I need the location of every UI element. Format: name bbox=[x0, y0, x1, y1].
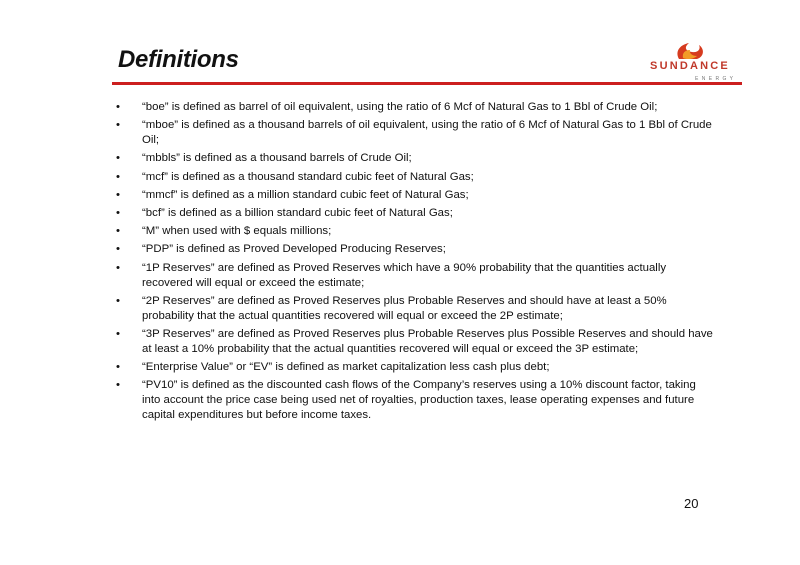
bullet-icon: • bbox=[116, 294, 120, 307]
definition-text: “mcf” is defined as a thousand standard cubic feet of Natural Gas; bbox=[142, 170, 474, 183]
definition-text: “Enterprise Value” or “EV” is defined as market capitalization less cash plus debt; bbox=[142, 361, 550, 374]
definition-text: “boe” is defined as barrel of oil equivalent, using the ratio of 6 Mcf of Natural Gas to 1 Bbl of Crude Oil; bbox=[142, 101, 658, 113]
definition-item bbox=[114, 294, 714, 324]
flame-icon bbox=[645, 40, 735, 62]
bullet-icon: • bbox=[116, 327, 120, 340]
definition-item bbox=[114, 188, 714, 203]
bullet-icon: • bbox=[116, 101, 120, 113]
bullet-icon: • bbox=[116, 119, 120, 132]
definition-item bbox=[114, 378, 714, 423]
company-logo bbox=[645, 40, 735, 85]
bullet-icon: • bbox=[116, 243, 120, 256]
definition-text: “mmcf” is defined as a million standard cubic feet of Natural Gas; bbox=[142, 188, 469, 201]
definition-text: “mbbls” is defined as a thousand barrels of Crude Oil; bbox=[142, 152, 412, 165]
definitions-list bbox=[114, 100, 714, 426]
definition-item bbox=[114, 261, 714, 291]
bullet-icon: • bbox=[116, 152, 120, 165]
bullet-icon: • bbox=[116, 261, 120, 274]
definition-text: “2P Reserves” are defined as Proved Reserves plus Probable Reserves and should have at least a 50% probability that the actual quantities recovered will equal or exceed the 2P estimate; bbox=[142, 294, 667, 322]
definition-item bbox=[114, 100, 714, 115]
definition-item bbox=[114, 151, 714, 166]
bullet-icon: • bbox=[116, 225, 120, 238]
definition-text: “mboe” is defined as a thousand barrels of oil equivalent, using the ratio of 6 Mcf of Natural Gas to 1 Bbl of Crude Oil; bbox=[142, 119, 712, 147]
definition-item bbox=[114, 170, 714, 185]
definition-item bbox=[114, 242, 714, 257]
bullet-icon: • bbox=[116, 188, 120, 201]
bullet-icon: • bbox=[116, 206, 120, 219]
definition-item bbox=[114, 327, 714, 357]
page-title: Definitions bbox=[118, 46, 239, 73]
definition-text: “bcf” is defined as a billion standard cubic feet of Natural Gas; bbox=[142, 206, 453, 219]
page-number: 20 bbox=[684, 496, 699, 511]
definition-text: “PV10” is defined as the discounted cash flows of the Company’s reserves using a 10% discount factor, taking into account the price case being used net of royalties, production taxes, lease operating expenses and future capital expenditures but before income taxes. bbox=[142, 379, 696, 422]
definition-text: “3P Reserves” are defined as Proved Reserves plus Probable Reserves plus Possible Reserves and should have at least a 10% probability that the actual quantities recovered will equal or exceed the 3P estimate; bbox=[142, 327, 713, 355]
logo-subtext: E N E R G Y bbox=[695, 76, 734, 82]
definition-text: “PDP” is defined as Proved Developed Producing Reserves; bbox=[142, 243, 446, 256]
bullet-icon: • bbox=[116, 170, 120, 183]
definition-text: “M” when used with $ equals millions; bbox=[142, 225, 332, 238]
definition-item bbox=[114, 360, 714, 375]
definition-item bbox=[114, 224, 714, 239]
definition-item bbox=[114, 118, 714, 148]
bullet-icon: • bbox=[116, 361, 120, 374]
bullet-icon: • bbox=[116, 379, 120, 392]
logo-wordmark: SUNDANCE bbox=[650, 60, 730, 72]
definition-item bbox=[114, 206, 714, 221]
definition-text: “1P Reserves” are defined as Proved Reserves which have a 90% probability that the quantities actually recovered will equal or exceed the estimate; bbox=[142, 261, 667, 289]
